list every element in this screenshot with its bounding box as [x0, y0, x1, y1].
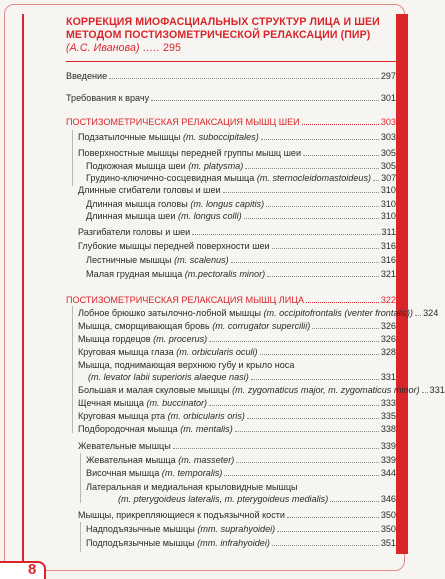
toc-entry-latin: (mm. infrahyoidei): [197, 538, 270, 548]
toc-leader-dots: [247, 418, 379, 419]
toc-entry-title: [88, 371, 249, 383]
toc-entry-latin: (m. sternocleidomastoideus): [256, 173, 372, 183]
toc-entry-title: [66, 294, 304, 306]
toc-entry-latin: (mm. suprahyoidei): [197, 524, 276, 534]
toc-entry-latin: (m. procerus): [153, 334, 208, 344]
toc-leader-dots: [236, 462, 379, 463]
toc-entry-text: Жевательные мышцы: [78, 441, 171, 451]
toc-entry-pir-face[interactable]: [66, 294, 396, 306]
toc-entry-latin: (m. masseter): [178, 455, 235, 465]
toc-entry-suboccipital[interactable]: [78, 131, 396, 143]
toc-entry-title: [78, 226, 190, 238]
toc-leader-dots: [151, 100, 379, 101]
toc-entry-title: [78, 397, 207, 409]
toc-entry-title: [86, 268, 265, 280]
toc-entry-title: [78, 410, 245, 422]
toc-entry-text: (m. pterygoideus lateralis, m. pterygoideus medialis): [118, 494, 329, 504]
toc-entry-title: [86, 198, 264, 210]
page-number-tab: [0, 561, 46, 579]
toc-page-number: 335: [380, 411, 396, 421]
toc-page-number: 303: [380, 117, 396, 127]
toc-leader-dots: [422, 392, 428, 393]
toc-entry-title: [66, 116, 300, 128]
toc-entry-text: Подзатылочные мышцы: [78, 132, 183, 142]
toc-entry-text: Мышца гордецов: [78, 334, 154, 344]
toc-guide-bar: [80, 453, 81, 503]
toc-entry-latin: (m. platysma): [188, 161, 244, 171]
toc-entry-title: [86, 454, 234, 466]
toc-leader-dots: [231, 262, 379, 263]
toc-entry-text: Щечная мышца: [78, 398, 147, 408]
toc-entry-text: Введение: [66, 71, 108, 81]
toc-entry-text: Большая и малая скуловые мышцы: [78, 385, 233, 395]
toc-entry-text: ПОСТИЗОМЕТРИЧЕСКАЯ РЕЛАКСАЦИЯ МЫШЦ ШЕИ: [66, 117, 300, 127]
toc-entry-title: [78, 423, 233, 435]
toc-page-number: 333: [380, 398, 396, 408]
toc-leader-dots: [312, 328, 379, 329]
toc-entry-scalenus[interactable]: [86, 254, 396, 266]
toc-entry-text: Круговая мышца рта: [78, 411, 168, 421]
toc-page-number: 326: [380, 321, 396, 331]
toc-page-number: 339: [380, 455, 396, 465]
toc-entry-platysma[interactable]: [86, 160, 396, 172]
toc-entry-title: [66, 70, 107, 82]
toc-page-number: 303: [380, 132, 396, 142]
toc-page-number: 310: [380, 185, 396, 195]
toc-page-number: 322: [380, 295, 396, 305]
toc-leader-dots: [330, 501, 379, 502]
toc-guide-bar: [72, 130, 73, 186]
toc-entry-text: Разгибатели головы и шеи: [78, 227, 191, 237]
toc-leader-dots: [266, 206, 379, 207]
toc-entry-text: Требования к врачу: [66, 93, 150, 103]
toc-page-number: 307: [381, 173, 397, 183]
toc-entry-orbicularis-oris[interactable]: [78, 410, 396, 422]
toc-page-number: 297: [380, 71, 396, 81]
toc-page-number: 338: [380, 424, 396, 434]
toc-page-number: 316: [380, 255, 396, 265]
toc-entry-title: [78, 346, 258, 358]
toc-leader-dots: [209, 405, 379, 406]
toc-entry-title: [86, 160, 243, 172]
toc-entry-text: Поверхностные мышцы передней группы мышц шеи: [78, 148, 302, 158]
toc-entry-latin: (m. corrugator supercilii): [212, 321, 311, 331]
toc-entry-text: Височная мышца: [86, 468, 162, 478]
toc-page-number: 350: [380, 524, 396, 534]
toc-entry-text: Жевательная мышца: [86, 455, 179, 465]
toc-entry-trebovaniya[interactable]: [66, 92, 396, 104]
toc-entry-title: [86, 523, 275, 535]
toc-entry-latin: (m. orbicularis oculi): [176, 347, 258, 357]
toc-page-number: 331: [380, 372, 396, 382]
toc-leader-dots: [303, 155, 379, 156]
toc-guide-bar: [72, 306, 73, 433]
toc-entry-text: (m. levator labii superioris alaeque nasi): [88, 372, 249, 382]
chapter-author: (А.С. Иванова): [66, 42, 140, 54]
toc-entry-text: Глубокие мышцы передней поверхности шеи: [78, 241, 270, 251]
toc-page-number: 326: [380, 334, 396, 344]
toc-leader-dots: [244, 218, 379, 219]
toc-page-number: 311: [381, 227, 396, 237]
toc-entry-text: Подкожная мышца шеи: [86, 161, 189, 171]
toc-entry-pterygoid-line1: Латеральная и медиальная крыловидные мышцы: [86, 482, 298, 492]
toc-page-number: 344: [380, 468, 396, 478]
toc-entry-suprahyoidei[interactable]: [86, 523, 396, 535]
toc-page-number: 301: [380, 93, 396, 103]
toc-entry-pectoralis-minor[interactable]: [86, 268, 396, 280]
toc-leader-dots: [251, 379, 379, 380]
toc-entry-extensors[interactable]: [78, 226, 396, 238]
toc-page-number: 316: [380, 241, 396, 251]
toc-entry-title: [118, 493, 328, 505]
toc-entry-text: Мышца, сморщивающая бровь: [78, 321, 213, 331]
toc-page-number: 328: [380, 347, 396, 357]
toc-entry-title: [66, 92, 149, 104]
toc-guide-bar: [80, 522, 81, 552]
toc-leader-dots: [272, 545, 379, 546]
toc-leader-dots: [260, 354, 379, 355]
toc-entry-title: [86, 537, 270, 549]
toc-leader-dots: [373, 180, 379, 181]
toc-entry-masseter[interactable]: [86, 454, 396, 466]
toc-entry-deep-front[interactable]: [78, 240, 396, 252]
toc-page-number: 346: [380, 494, 396, 504]
toc-entry-levator-labii[interactable]: [88, 371, 396, 383]
toc-entry-orbicularis-oculi[interactable]: [78, 346, 396, 358]
toc-entry-latin: (m. mentalis): [180, 424, 233, 434]
toc-leader-dots: [235, 431, 379, 432]
chapter-leader-dots: .....: [142, 42, 160, 54]
toc-entry-latin: (m. suboccipitales): [182, 132, 259, 142]
toc-entry-text: Круговая мышца глаза: [78, 347, 177, 357]
toc-entry-pterygoideus[interactable]: [118, 493, 396, 505]
toc-page-number: 339: [380, 441, 396, 451]
toc-entry-text: Лестничные мышцы: [86, 255, 175, 265]
toc-page-number: 310: [380, 211, 396, 221]
toc-entry-procerus[interactable]: [78, 333, 396, 345]
toc-entry-latin: (m. occipitofrontalis (venter frontalis)): [263, 308, 414, 318]
toc-entry-latin: (m. zygomaticus major, m. zygomaticus minor): [232, 385, 420, 395]
toc-leader-dots: [261, 139, 379, 140]
toc-entry-title: [78, 240, 270, 252]
toc-entry-text: ПОСТИЗОМЕТРИЧЕСКАЯ РЕЛАКСАЦИЯ МЫШЦ ЛИЦА: [66, 295, 305, 305]
toc-page-number: 324: [423, 308, 439, 318]
toc-page-number: 351: [380, 538, 396, 548]
toc-entry-latin: (m. temporalis): [161, 468, 223, 478]
toc-entry-title: [78, 384, 420, 396]
toc-entry-zygomaticus[interactable]: [78, 384, 445, 396]
toc-entry-text: Подподъязычные мышцы: [86, 538, 198, 548]
toc-entry-title: [86, 172, 371, 184]
toc-entry-latin: (m. longus colli): [177, 211, 242, 221]
toc-entry-long-flexors[interactable]: [78, 184, 396, 196]
toc-entry-latin: (m. orbicularis oris): [167, 411, 245, 421]
toc-leader-dots: [224, 475, 378, 476]
toc-entry-latin: (m. buccinator): [146, 398, 208, 408]
toc-entry-text: Мышцы, прикрепляющиеся к подъязычной кости: [78, 510, 286, 520]
toc-page-number: 305: [380, 148, 396, 158]
toc-entry-text: Длинная мышца шеи: [86, 211, 178, 221]
toc-entry-longus-colli[interactable]: [86, 210, 396, 222]
toc-leader-dots: [173, 448, 379, 449]
toc-entry-text: Малая грудная мышца: [86, 269, 185, 279]
toc-entry-text: Подбородочная мышца: [78, 424, 181, 434]
toc-entry-title: [78, 131, 259, 143]
toc-leader-dots: [306, 302, 379, 303]
chapter-title-line1: КОРРЕКЦИЯ МИОФАСЦИАЛЬНЫХ СТРУКТУР ЛИЦА И ШЕИ: [66, 16, 380, 28]
toc-leader-dots: [192, 234, 379, 235]
toc-entry-title: [86, 210, 242, 222]
toc-leader-dots: [272, 248, 379, 249]
toc-leader-dots: [209, 341, 379, 342]
toc-entry-occipitofrontalis[interactable]: [78, 307, 439, 319]
toc-entry-title: [78, 333, 207, 345]
toc-entry-latin: (m.pectoralis minor): [184, 269, 266, 279]
toc-leader-dots: [245, 168, 379, 169]
toc-entry-superficial-front[interactable]: [78, 147, 396, 159]
toc-entry-title: [78, 440, 171, 452]
toc-leader-dots: [287, 517, 379, 518]
toc-entry-title: [86, 254, 229, 266]
toc-entry-latin: (m. longus capitis): [190, 199, 265, 209]
toc-entry-mentalis[interactable]: [78, 423, 396, 435]
toc-entry-title: [78, 320, 310, 332]
toc-page-number: 350: [380, 510, 396, 520]
toc-entry-title: [78, 184, 221, 196]
toc-page-number: 310: [380, 199, 396, 209]
toc-leader-dots: [267, 276, 379, 277]
toc-entry-infrahyoidei[interactable]: [86, 537, 396, 549]
toc-entry-title: [78, 307, 413, 319]
toc-entry-title: [86, 467, 222, 479]
toc-entry-buccinator[interactable]: [78, 397, 396, 409]
page-number: 8: [28, 561, 37, 578]
toc-leader-dots: [109, 78, 379, 79]
toc-leader-dots: [302, 124, 379, 125]
toc-entry-text: Длинная мышца головы: [86, 199, 191, 209]
toc-page-number: 305: [380, 161, 396, 171]
toc-page-number: 331: [429, 385, 445, 395]
toc-entry-text: Грудино-ключично-сосцевидная мышца: [86, 173, 257, 183]
toc-entry-scm[interactable]: [86, 172, 396, 184]
toc-entry-hyoid[interactable]: [78, 509, 396, 521]
toc-entry-text: Длинные сгибатели головы и шеи: [78, 185, 221, 195]
toc-entry-text: Лобное брюшко затылочно-лобной мышцы: [78, 308, 264, 318]
toc-entry-pir-neck[interactable]: [66, 116, 396, 128]
chapter-title-main: МЕТОДОМ ПОСТИЗОМЕТРИЧЕСКОЙ РЕЛАКСАЦИИ (ПИР): [66, 29, 371, 41]
chapter-page-number: 295: [163, 42, 181, 54]
toc-entry-title: [78, 509, 285, 521]
toc-entry-temporalis[interactable]: [86, 467, 396, 479]
toc-entry-text: Надподъязычные мышцы: [86, 524, 198, 534]
toc-leader-dots: [223, 192, 379, 193]
toc-entry-longus-capitis[interactable]: [86, 198, 396, 210]
toc-entry-corrugator[interactable]: [78, 320, 396, 332]
toc-entry-levator-line1: Мышца, поднимающая верхнюю губу и крыло носа: [78, 360, 295, 370]
toc-leader-dots: [277, 531, 379, 532]
toc-entry-title: [78, 147, 301, 159]
toc-entry-vvedenie[interactable]: [66, 70, 396, 82]
toc-leader-dots: [415, 315, 421, 316]
toc-entry-latin: (m. scalenus): [174, 255, 229, 265]
toc-entry-masticatory[interactable]: [78, 440, 396, 452]
toc-page-number: 321: [380, 269, 396, 279]
